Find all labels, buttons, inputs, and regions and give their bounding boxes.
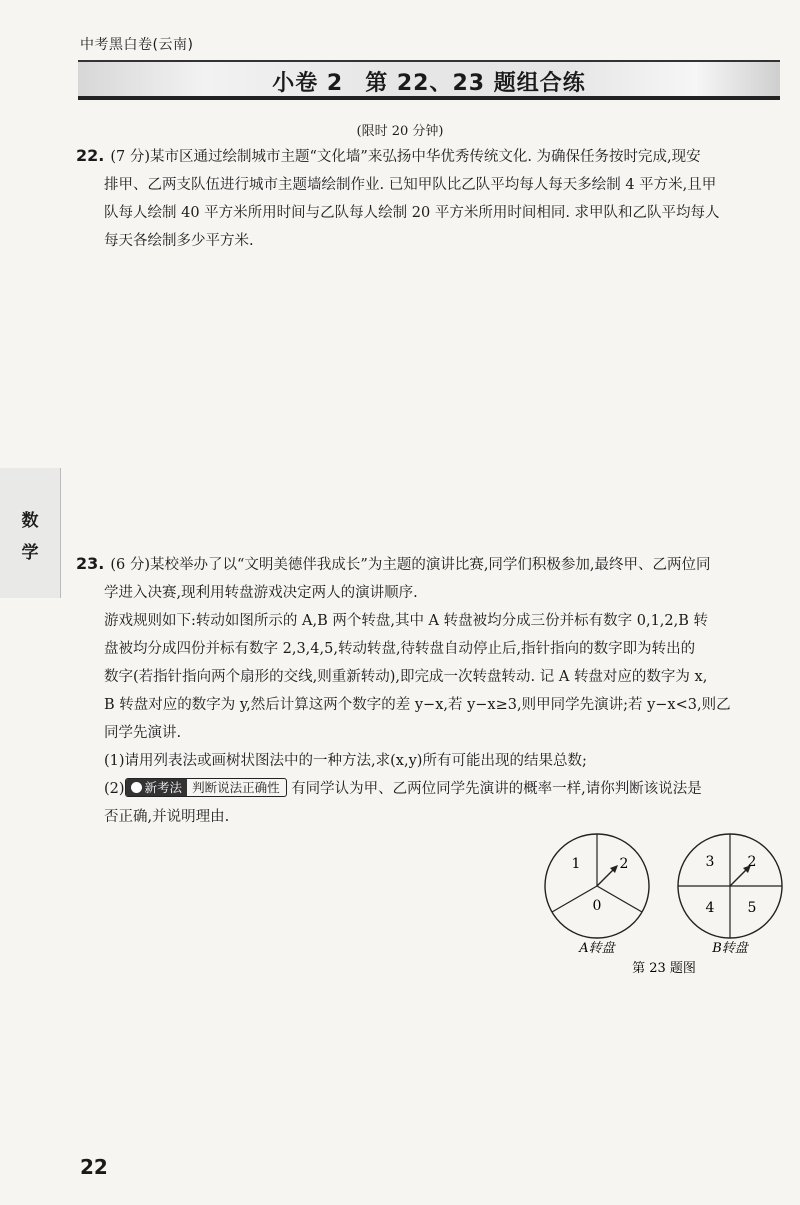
- q23-rule-line-3: 数字(若指针指向两个扇形的交线,则重新转动),即完成一次转盘转动. 记 A 转盘对应的数字为 x,: [104, 669, 708, 685]
- q23-intro-line-1: 23. (6 分)某校举办了以“文明美德伴我成长”为主题的演讲比赛,同学们积极参加,最终甲、乙两位同: [76, 554, 711, 573]
- q23-intro-line-2: 学进入决赛,现利用转盘游戏决定两人的演讲顺序.: [104, 585, 418, 601]
- spinner-a-number: 0: [592, 898, 602, 914]
- q23-part-2: (2) 新考法 判断说法正确性 有同学认为甲、乙两位同学先演讲的概率一样,请你判断该说法是: [104, 780, 702, 797]
- subject-label-bottom: 学: [21, 543, 39, 563]
- spinner-b-number: 4: [705, 900, 715, 916]
- subject-side-tab: [0, 468, 61, 598]
- spinner-a-label: A转盘: [579, 941, 615, 956]
- section-title-part2: 第 22、23 题组合练: [365, 71, 586, 96]
- series-title: 中考黑白卷(云南): [80, 37, 194, 53]
- q22-number: 22.: [76, 146, 105, 165]
- section-title-part1: 小卷 2: [272, 71, 344, 96]
- q23-part-1: (1)请用列表法或画树状图法中的一种方法,求(x,y)所有可能出现的结果总数;: [104, 753, 587, 769]
- spinner-a-pointer: [597, 868, 615, 886]
- q22-line-2: 排甲、乙两支队伍进行城市主题墙绘制作业. 已知甲队比乙队平均每人每天多绘制 4 平方米,且甲: [104, 177, 717, 193]
- new-method-tag: 新考法 判断说法正确性: [125, 778, 287, 797]
- badge-icon: [131, 782, 142, 793]
- spinner-b-number: 3: [705, 854, 715, 870]
- spinner-figure: [540, 828, 790, 978]
- section-banner: [78, 60, 780, 100]
- q23-rule-line-1: 游戏规则如下:转动如图所示的 A,B 两个转盘,其中 A 转盘被均分成三份并标有数字 0,1,2,B 转: [104, 613, 709, 629]
- q22-line-1: 22. (7 分)某市区通过绘制城市主题“文化墙”来弘扬中华优秀传统文化. 为确保任务按时完成,现安: [76, 146, 701, 165]
- spinner-a-number: 1: [571, 856, 581, 872]
- q23-rule-line-5: 同学先演讲.: [104, 725, 182, 741]
- question-23: [76, 550, 786, 831]
- figure-caption: 第 23 题图: [632, 961, 696, 976]
- q23-rule-line-4: B 转盘对应的数字为 y,然后计算这两个数字的差 y−x,若 y−x≥3,则甲同学先演讲;若 y−x<3,则乙: [104, 697, 731, 713]
- q23-rule-line-2: 盘被均分成四份并标有数字 2,3,4,5,转动转盘,待转盘自动停止后,指针指向的数字即为转出的: [104, 641, 696, 657]
- spinner-a-divider: [597, 886, 642, 912]
- spinner-b: [678, 834, 782, 956]
- spinner-b-number: 5: [747, 900, 757, 916]
- q23-number: 23.: [76, 554, 105, 573]
- spinner-b-number: 2: [747, 854, 757, 870]
- question-22: [76, 142, 786, 255]
- page-number: 22: [80, 1155, 108, 1179]
- spinner-b-pointer: [730, 868, 748, 886]
- q23-part-2-cont: 否正确,并说明理由.: [104, 809, 230, 825]
- q22-line-3: 队每人绘制 40 平方米所用时间与乙队每人绘制 20 平方米所用时间相同. 求甲队和乙队平均每人: [104, 205, 720, 221]
- spinner-b-label: B转盘: [712, 941, 748, 956]
- q22-line-4: 每天各绘制多少平方米.: [104, 233, 254, 249]
- subject-label-top: 数: [21, 511, 39, 531]
- spinner-a-divider: [552, 886, 597, 912]
- section-title: [78, 66, 780, 97]
- spinner-a-number: 2: [619, 856, 629, 872]
- time-limit: (限时 20 分钟): [356, 124, 444, 139]
- spinner-a: [545, 834, 649, 956]
